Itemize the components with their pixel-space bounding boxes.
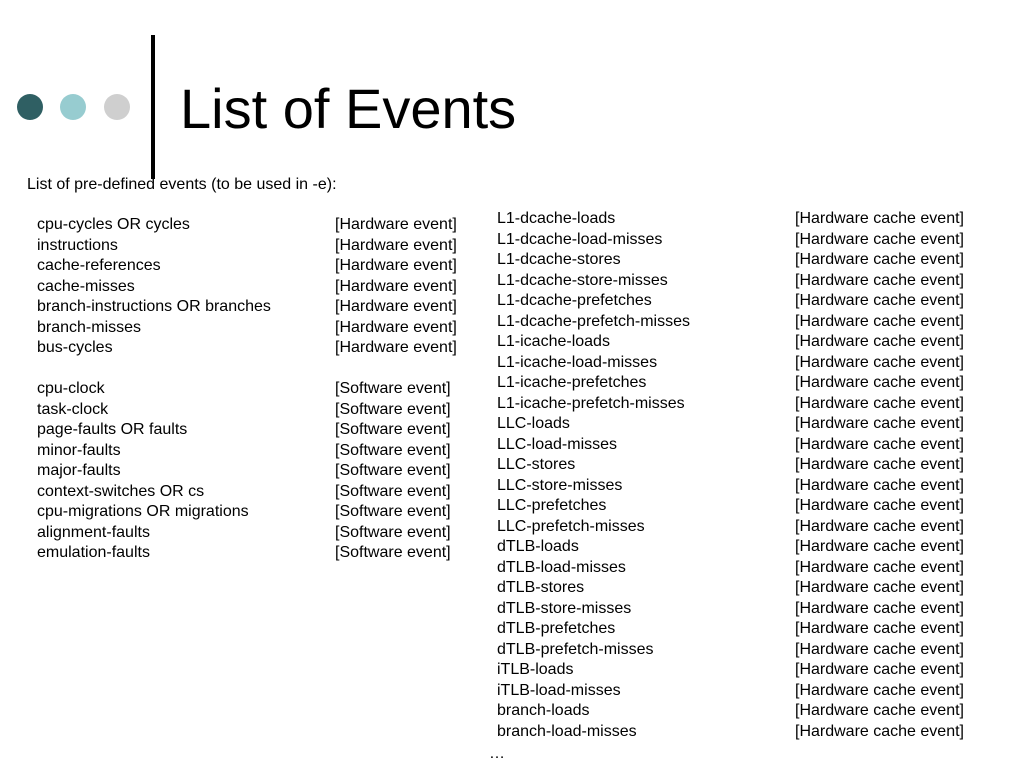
event-name: L1-icache-loads xyxy=(497,333,610,350)
event-name: minor-faults xyxy=(37,441,121,459)
event-row xyxy=(497,722,964,743)
event-row xyxy=(497,230,964,251)
event-type: [Hardware event] xyxy=(335,216,457,233)
event-type: [Hardware cache event] xyxy=(795,251,964,268)
event-type: [Software event] xyxy=(335,421,451,438)
event-row xyxy=(497,353,964,374)
more-ellipsis: … xyxy=(489,745,505,762)
event-name: page-faults OR faults xyxy=(37,421,188,438)
event-type: [Hardware cache event] xyxy=(795,456,964,473)
event-name: emulation-faults xyxy=(37,544,150,561)
event-row xyxy=(37,420,457,441)
event-type: [Hardware cache event] xyxy=(795,702,964,719)
event-type: [Hardware cache event] xyxy=(795,599,964,617)
event-name: iTLB-loads xyxy=(497,661,574,678)
event-row xyxy=(497,373,964,394)
event-row xyxy=(37,277,457,298)
event-type: [Hardware cache event] xyxy=(795,210,964,227)
event-row xyxy=(37,543,457,564)
event-type: [Hardware cache event] xyxy=(795,681,964,699)
event-row xyxy=(37,215,457,236)
event-type: [Hardware cache event] xyxy=(795,579,964,596)
event-name: L1-icache-prefetches xyxy=(497,374,647,391)
event-name: L1-dcache-store-misses xyxy=(497,271,668,289)
event-name: LLC-stores xyxy=(497,456,576,473)
event-row xyxy=(497,414,964,435)
cache-event-list xyxy=(497,209,964,742)
event-type: [Hardware event] xyxy=(335,298,457,315)
event-type: [Hardware event] xyxy=(335,318,457,336)
event-type: [Hardware event] xyxy=(335,277,457,295)
event-type: [Hardware cache event] xyxy=(795,394,964,412)
event-row xyxy=(497,578,964,599)
event-type: [Hardware cache event] xyxy=(795,640,964,658)
event-name: L1-dcache-loads xyxy=(497,210,616,227)
event-row xyxy=(497,640,964,661)
event-type: [Software event] xyxy=(335,462,451,479)
event-type: [Hardware cache event] xyxy=(795,661,964,678)
decor-dot-gray xyxy=(104,94,130,120)
event-row xyxy=(37,338,457,359)
event-row xyxy=(497,681,964,702)
decor-dot-light xyxy=(60,94,86,120)
event-row xyxy=(497,271,964,292)
event-row xyxy=(497,619,964,640)
event-type: [Hardware cache event] xyxy=(795,558,964,576)
event-type: [Hardware cache event] xyxy=(795,415,964,432)
event-row xyxy=(497,312,964,333)
event-type: [Hardware cache event] xyxy=(795,374,964,391)
event-type: [Hardware cache event] xyxy=(795,538,964,555)
event-name: LLC-prefetches xyxy=(497,497,607,514)
event-type: [Software event] xyxy=(335,523,451,541)
event-type: [Hardware cache event] xyxy=(795,333,964,350)
event-type: [Hardware cache event] xyxy=(795,620,964,637)
list-spacer xyxy=(37,359,457,380)
event-type: [Hardware event] xyxy=(335,257,457,274)
event-name: cpu-cycles OR cycles xyxy=(37,216,190,233)
event-name: L1-dcache-stores xyxy=(497,251,621,268)
event-row xyxy=(497,660,964,681)
event-row xyxy=(37,523,457,544)
event-type: [Hardware cache event] xyxy=(795,230,964,248)
event-row xyxy=(497,455,964,476)
left-event-list xyxy=(37,215,457,564)
event-row xyxy=(37,482,457,503)
event-row xyxy=(497,701,964,722)
event-row xyxy=(497,517,964,538)
event-name: L1-icache-prefetch-misses xyxy=(497,394,685,412)
event-name: dTLB-prefetches xyxy=(497,620,616,637)
event-type: [Hardware cache event] xyxy=(795,497,964,514)
event-name: LLC-loads xyxy=(497,415,570,432)
event-name: dTLB-prefetch-misses xyxy=(497,640,654,658)
event-type: [Hardware cache event] xyxy=(795,722,964,740)
intro-text: List of pre-defined events (to be used in -e): xyxy=(27,176,337,193)
event-name: task-clock xyxy=(37,400,109,418)
event-name: branch-loads xyxy=(497,702,590,719)
hardware-event-list xyxy=(37,215,457,359)
event-type: [Hardware cache event] xyxy=(795,476,964,494)
event-name: cache-misses xyxy=(37,277,135,295)
event-type: [Hardware cache event] xyxy=(795,292,964,309)
title-divider xyxy=(151,35,155,179)
software-event-list xyxy=(37,379,457,564)
event-name: LLC-store-misses xyxy=(497,476,623,494)
event-name: instructions xyxy=(37,236,118,254)
event-type: [Hardware cache event] xyxy=(795,435,964,453)
decor-dot-dark xyxy=(17,94,43,120)
event-row xyxy=(497,332,964,353)
event-row xyxy=(37,379,457,400)
event-type: [Hardware cache event] xyxy=(795,312,964,330)
event-type: [Hardware cache event] xyxy=(795,353,964,371)
event-type: [Software event] xyxy=(335,380,451,397)
event-row xyxy=(497,476,964,497)
event-row xyxy=(497,496,964,517)
event-type: [Software event] xyxy=(335,544,451,561)
event-name: iTLB-load-misses xyxy=(497,681,621,699)
event-name: branch-load-misses xyxy=(497,722,637,740)
event-row xyxy=(497,209,964,230)
event-type: [Software event] xyxy=(335,400,451,418)
event-name: L1-dcache-prefetch-misses xyxy=(497,312,690,330)
event-name: L1-dcache-load-misses xyxy=(497,230,663,248)
event-name: major-faults xyxy=(37,462,121,479)
event-row xyxy=(37,297,457,318)
event-name: dTLB-loads xyxy=(497,538,579,555)
page-title: List of Events xyxy=(180,77,517,140)
event-row xyxy=(497,558,964,579)
event-row xyxy=(497,435,964,456)
event-row xyxy=(37,256,457,277)
event-name: cpu-clock xyxy=(37,380,105,397)
event-row xyxy=(37,441,457,462)
event-row xyxy=(37,236,457,257)
event-name: branch-instructions OR branches xyxy=(37,298,271,315)
event-name: L1-dcache-prefetches xyxy=(497,292,652,309)
event-type: [Software event] xyxy=(335,503,451,520)
event-type: [Hardware event] xyxy=(335,236,457,254)
event-name: cache-references xyxy=(37,257,161,274)
event-name: branch-misses xyxy=(37,318,142,336)
event-type: [Hardware cache event] xyxy=(795,271,964,289)
event-type: [Hardware event] xyxy=(335,339,457,356)
event-row xyxy=(497,537,964,558)
event-name: alignment-faults xyxy=(37,523,150,541)
event-type: [Software event] xyxy=(335,482,451,500)
event-name: L1-icache-load-misses xyxy=(497,353,658,371)
event-row xyxy=(497,394,964,415)
event-type: [Software event] xyxy=(335,441,451,459)
event-row xyxy=(37,461,457,482)
event-name: dTLB-stores xyxy=(497,579,585,596)
event-row xyxy=(37,318,457,339)
event-type: [Hardware cache event] xyxy=(795,517,964,535)
event-row xyxy=(497,250,964,271)
event-name: LLC-prefetch-misses xyxy=(497,517,645,535)
event-row xyxy=(497,291,964,312)
event-name: bus-cycles xyxy=(37,339,113,356)
event-name: cpu-migrations OR migrations xyxy=(37,503,249,520)
event-name: LLC-load-misses xyxy=(497,435,618,453)
event-name: dTLB-store-misses xyxy=(497,599,632,617)
event-row xyxy=(497,599,964,620)
event-row xyxy=(37,502,457,523)
event-name: dTLB-load-misses xyxy=(497,558,626,576)
event-row xyxy=(37,400,457,421)
event-name: context-switches OR cs xyxy=(37,482,205,500)
